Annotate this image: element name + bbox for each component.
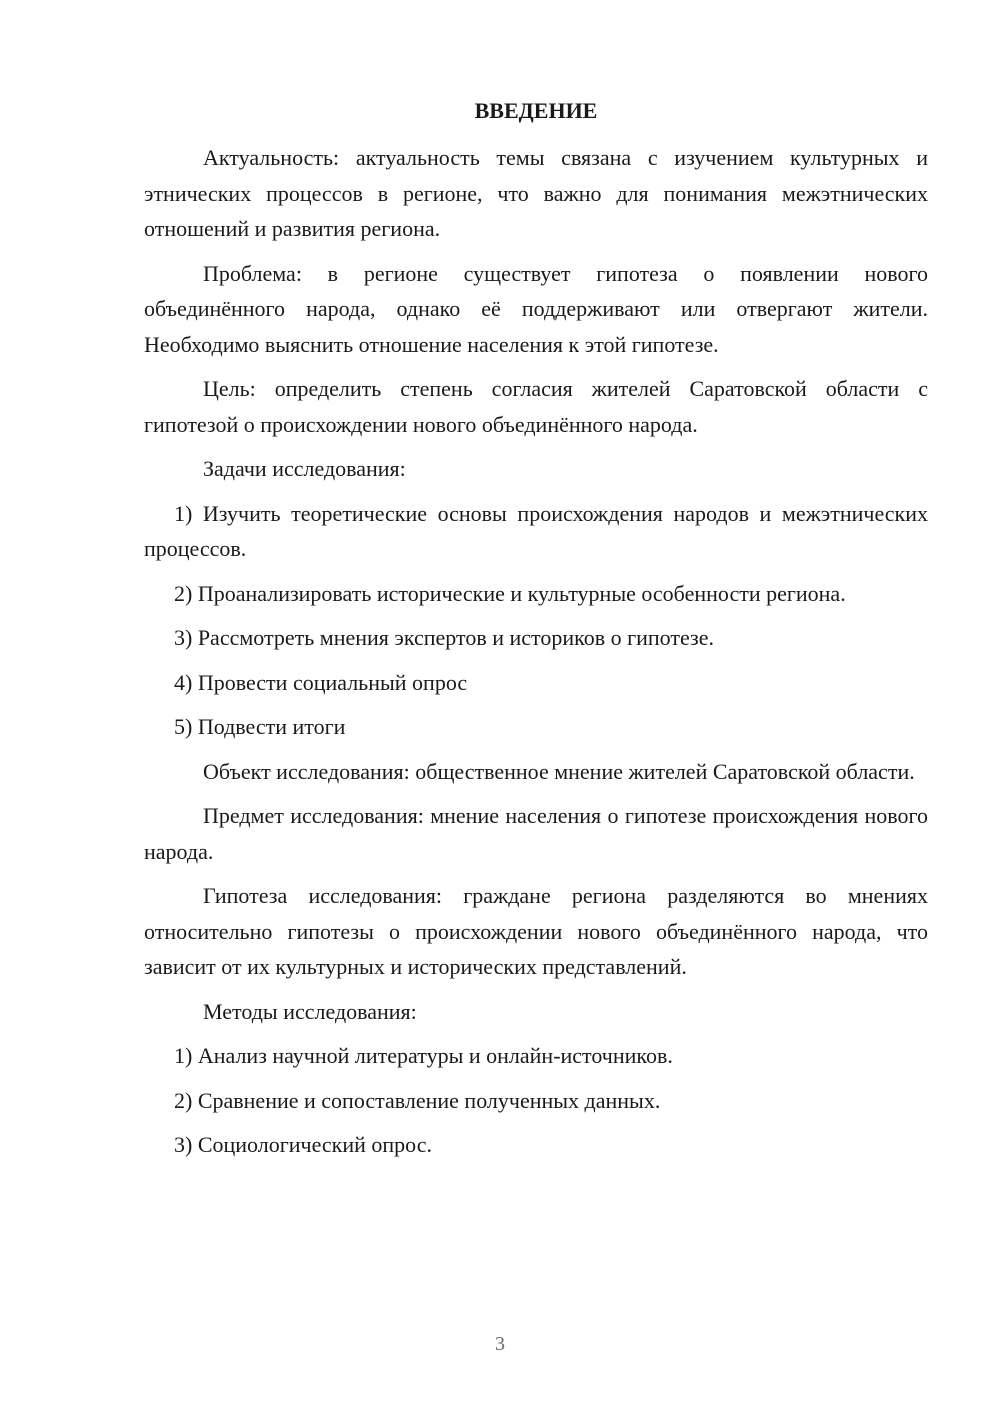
page-content: [144, 94, 928, 1172]
paragraph-problem: Проблема: в регионе существует гипотеза о появлении нового объединённого народа, однако её поддерживают или отвергают жители. Необходимо выяснить отношение населения к этой гипотезе.: [144, 260, 928, 357]
page-title: ВВЕДЕНИЕ: [474, 98, 598, 123]
paragraph-goal: Цель: определить степень согласия жителей Саратовской области с гипотезой о происхождении нового объединённого народа.: [144, 376, 928, 437]
task-item: 1) Изучить теоретические основы происхождения народов и межэтнических процессов.: [144, 500, 928, 561]
task-item: 4) Провести социальный опрос: [174, 669, 468, 695]
task-item: 2) Проанализировать исторические и культурные особенности региона.: [174, 580, 846, 606]
task-item: 3) Рассмотреть мнения экспертов и историков о гипотезе.: [174, 625, 714, 650]
method-item: 3) Социологический опрос.: [174, 1132, 432, 1157]
paragraph-hypothesis: Гипотеза исследования: граждане региона разделяются во мнениях относительно гипотезы о происхождении нового объединённого народа, что зависит от их культурных и исторических представлений.: [144, 883, 928, 979]
task-item: 5) Подвести итоги: [174, 714, 346, 739]
tasks-heading: Задачи исследования:: [203, 456, 406, 481]
method-item: 2) Сравнение и сопоставление полученных данных.: [174, 1087, 661, 1113]
methods-heading: Методы исследования:: [203, 998, 417, 1024]
paragraph-object: Объект исследования: общественное мнение жителей Саратовской области.: [203, 758, 915, 784]
paragraph-relevance: Актуальность: актуальность темы связана с изучением культурных и этнических процессов в регионе, что важно для понимания межэтнических отношений и развития региона.: [144, 145, 928, 241]
paragraph-subject: Предмет исследования: мнение населения о гипотезе происхождения нового народа.: [144, 803, 928, 864]
method-item: 1) Анализ научной литературы и онлайн-источников.: [174, 1043, 673, 1068]
page-number: 3: [495, 1333, 505, 1355]
